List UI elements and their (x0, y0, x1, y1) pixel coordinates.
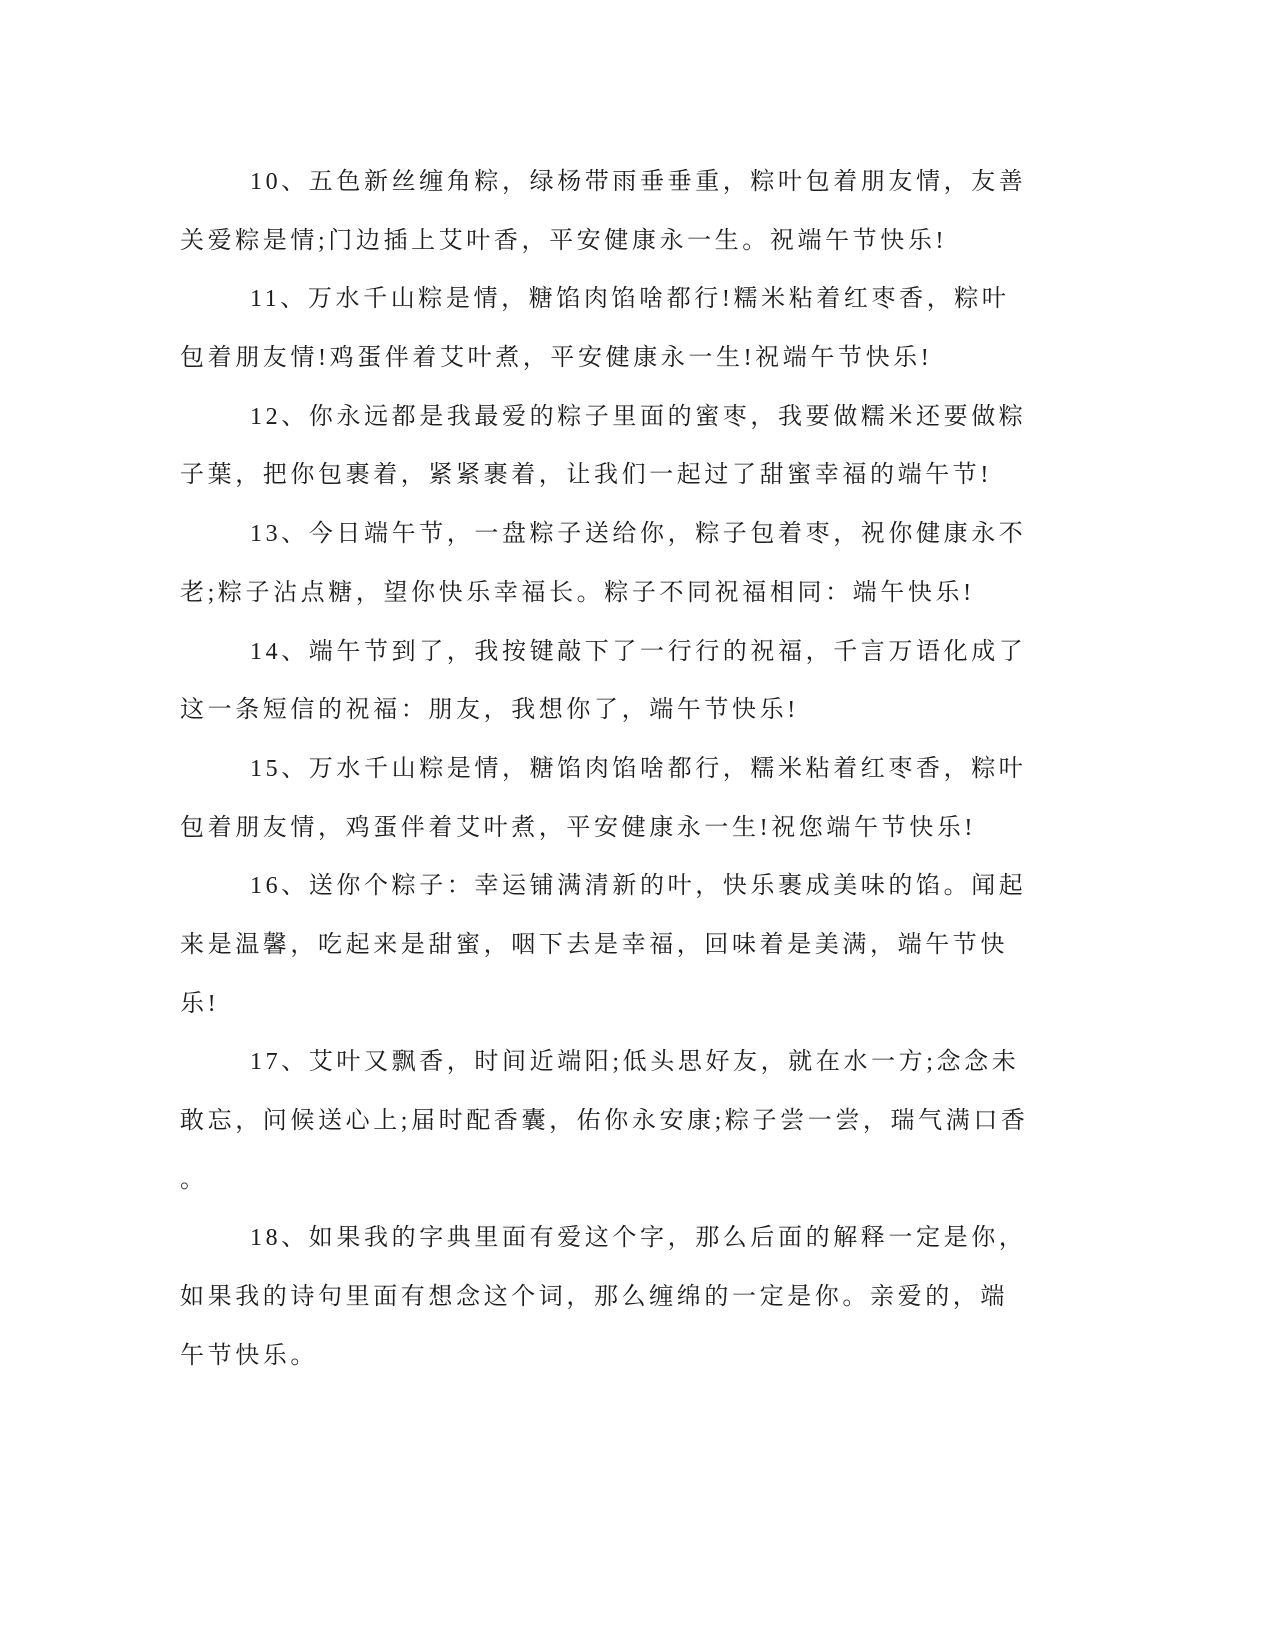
paragraph-16 (180, 857, 1040, 1033)
paragraph-10 (180, 153, 1040, 270)
text-line: 14、端午节到了，我按键敲下了一行行的祝福，千言万语化成了 (250, 638, 1027, 665)
text-line: 如果我的诗句里面有想念这个词，那么缠绵的一定是你。亲爱的，端 (180, 1284, 1008, 1311)
text-line: 敢忘，问候送心上;届时配香囊，佑你永安康;粽子尝一尝，瑞气满口香 (180, 1108, 1029, 1134)
text-line: 午节快乐。 (180, 1342, 318, 1369)
text-line: 。 (180, 1166, 208, 1193)
text-line: 18、如果我的字典里面有爱这个字，那么后面的解释一定是你， (250, 1225, 1027, 1252)
text-line: 老;粽子沾点糖，望你快乐幸福长。粽子不同祝福相同：端午快乐! (180, 579, 975, 606)
text-line: 关爱粽是情;门边插上艾叶香，平安健康永一生。祝端午节快乐! (180, 227, 948, 254)
paragraph-11 (180, 270, 1040, 387)
text-line: 13、今日端午节，一盘粽子送给你，粽子包着枣，祝你健康永不 (250, 521, 1027, 548)
text-line: 17、艾叶又飘香，时间近端阳;低头思好友，就在水一方;念念未 (250, 1049, 1020, 1076)
document-page (180, 153, 1040, 1385)
text-line: 包着朋友情!鸡蛋伴着艾叶煮，平安健康永一生!祝端午节快乐! (180, 345, 933, 372)
text-line: 11、万水千山粽是情，糖馅肉馅啥都行!糯米粘着红枣香，粽叶 (250, 286, 1010, 313)
paragraph-14 (180, 623, 1040, 740)
paragraph-17 (180, 1033, 1040, 1209)
text-line: 这一条短信的祝福：朋友，我想你了，端午节快乐! (180, 697, 799, 724)
paragraph-12 (180, 388, 1040, 505)
text-line: 15、万水千山粽是情，糖馅肉馅啥都行，糯米粘着红枣香，粽叶 (250, 755, 1027, 782)
paragraph-15 (180, 740, 1040, 857)
text-line: 12、你永远都是我最爱的粽子里面的蜜枣，我要做糯米还要做粽 (250, 403, 1027, 430)
text-line: 包着朋友情，鸡蛋伴着艾叶煮，平安健康永一生!祝您端午节快乐! (180, 814, 976, 841)
text-line: 来是温馨，吃起来是甜蜜，咽下去是幸福，回味着是美满，端午节快 (180, 931, 1008, 958)
text-line: 16、送你个粽子：幸运铺满清新的叶，快乐裹成美味的馅。闻起 (250, 873, 1027, 900)
text-line: 乐! (180, 990, 220, 1017)
paragraph-13 (180, 505, 1040, 622)
paragraph-18 (180, 1209, 1040, 1385)
text-line: 10、五色新丝缠角粽，绿杨带雨垂垂重，粽叶包着朋友情，友善 (250, 169, 1027, 195)
text-line: 子葉，把你包裹着，紧紧裹着，让我们一起过了甜蜜幸福的端午节! (180, 462, 992, 489)
